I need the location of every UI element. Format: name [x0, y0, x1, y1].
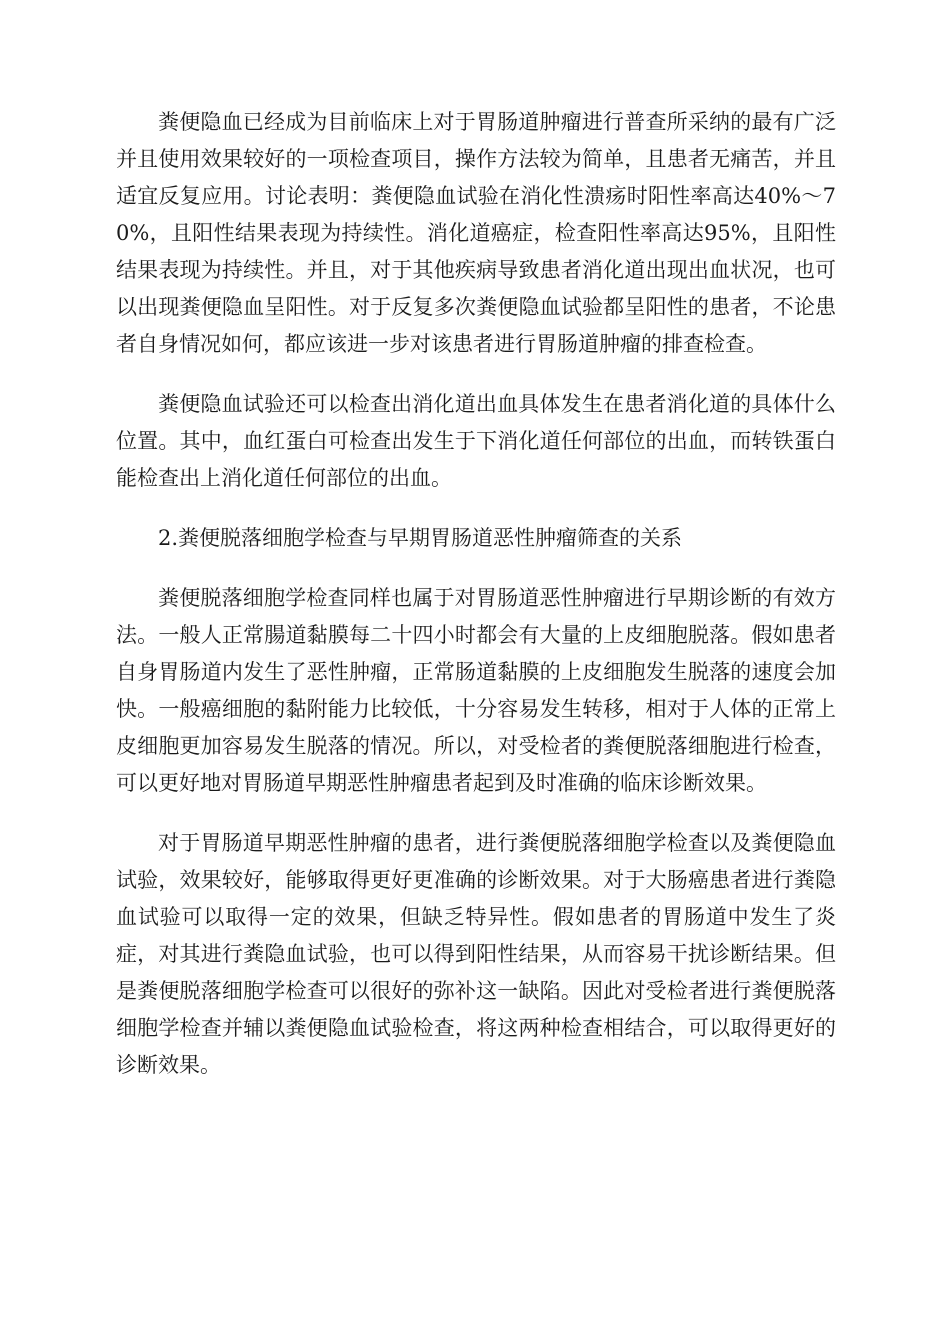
paragraph-combined-testing: 对于胃肠道早期恶性肿瘤的患者，进行粪便脱落细胞学检查以及粪便隐血试验，效果较好，能够取得更好更准确的诊断效果。对于大肠癌患者进行粪隐血试验可以取得一定的效果，但缺乏特异性。假如患者的胃肠道中发生了炎症，对其进行粪隐血试验，也可以得到阳性结果，从而容易干扰诊断结果。但是粪便脱落细胞学检查可以很好的弥补这一缺陷。因此对受检者进行粪便脱落细胞学检查并辅以粪便隐血试验检查，将这两种检查相结合，可以取得更好的诊断效果。 [116, 831, 836, 1077]
section-heading: 2.粪便脱落细胞学检查与早期胃肠道恶性肿瘤筛查的关系 [158, 526, 683, 550]
paragraph-exfoliative-cytology: 粪便脱落细胞学检查同样也属于对胃肠道恶性肿瘤进行早期诊断的有效方法。一般人正常腸道黏膜每二十四小时都会有大量的上皮细胞脱落。假如患者自身胃肠道内发生了恶性肿瘤，正常肠道黏膜的上皮细胞发生脱落的速度会加快。一般癌细胞的黏附能力比较低，十分容易发生转移，相对于人体的正常上皮细胞更加容易发生脱落的情况。所以，对受检者的粪便脱落细胞进行检查，可以更好地对胃肠道早期恶性肿瘤患者起到及时准确的临床诊断效果。 [116, 586, 836, 795]
paragraph-bleeding-location: 粪便隐血试验还可以检查出消化道出血具体发生在患者消化道的具体什么位置。其中，血红蛋白可检查出发生于下消化道任何部位的出血，而转铁蛋白能检查出上消化道任何部位的出血。 [116, 392, 836, 490]
paragraph-occult-blood-screening: 粪便隐血已经成为目前临床上对于胃肠道肿瘤进行普查所采纳的最有广泛并且使用效果较好的一项检查项目，操作方法较为简单，且患者无痛苦，并且适宜反复应用。讨论表明：粪便隐血试验在消化性溃疡时阳性率高达40%～70%，且阳性结果表现为持续性。消化道癌症，检查阳性率高达95%，且阳性结果表现为持续性。并且，对于其他疾病导致患者消化道出现出血状况，也可以出现粪便隐血呈阳性。对于反复多次粪便隐血试验都呈阳性的患者，不论患者自身情况如何，都应该进一步对该患者进行胃肠道肿瘤的排查检查。 [116, 110, 836, 356]
document-page [116, 104, 836, 1107]
